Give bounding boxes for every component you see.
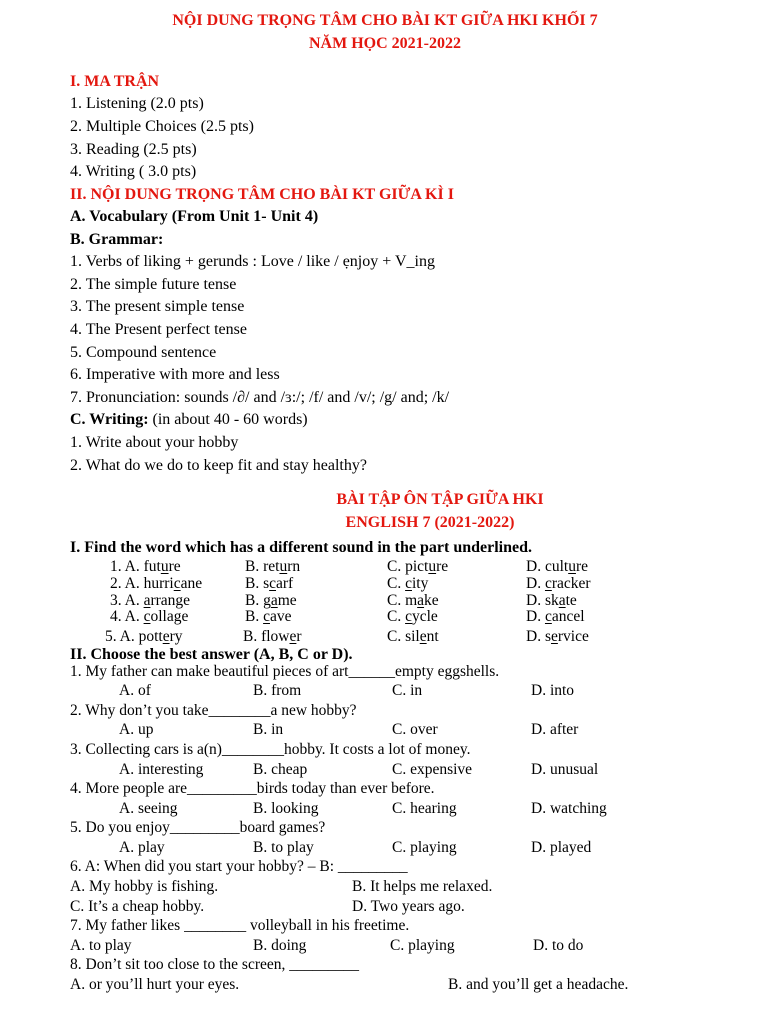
option: D. culture [526, 558, 588, 575]
question-3: 3. Collecting cars is a(n)________hobby. It costs a lot of money. [70, 741, 471, 758]
option: A. play [119, 839, 165, 856]
option: B. cheap [253, 761, 308, 778]
option: C. city [387, 575, 429, 592]
option: B. doing [253, 937, 307, 954]
option: B. looking [253, 800, 319, 817]
grammar-item: 6. Imperative with more and less [70, 366, 280, 383]
question-7: 7. My father likes ________ volleyball in his freetime. [70, 917, 410, 934]
option: 5. A. pottery [105, 628, 183, 645]
matrix-item: 3. Reading (2.5 pts) [70, 141, 197, 158]
option: D. played [531, 839, 592, 856]
option: D. into [531, 682, 575, 699]
option: A. up [119, 721, 154, 738]
option: D. after [531, 721, 579, 738]
option: D. to do [533, 937, 584, 954]
option: A. seeing [119, 800, 178, 817]
exercise-title: BÀI TẬP ÔN TẬP GIỮA HKI [336, 491, 544, 508]
question-5: 5. Do you enjoy_________board games? [70, 819, 326, 836]
grammar-label: B. Grammar: [70, 231, 164, 248]
writing-line [70, 411, 308, 429]
option: A. to play [70, 937, 132, 954]
option: D. watching [531, 800, 607, 817]
option: D. cracker [526, 575, 591, 592]
exercise-subtitle: ENGLISH 7 (2021-2022) [345, 514, 515, 531]
option: B. flower [243, 628, 302, 645]
option: D. Two years ago. [352, 898, 465, 915]
grammar-item: 1. Verbs of liking + gerunds : Love / like / ẹnjoy + V_ing [70, 253, 435, 270]
option: C. in [392, 682, 423, 699]
option: C. cycle [387, 608, 438, 625]
writing-note: (in about 40 - 60 words) [148, 411, 308, 428]
option: B. game [245, 592, 297, 609]
option: A. of [119, 682, 151, 699]
matrix-item: 4. Writing ( 3.0 pts) [70, 163, 197, 180]
option: C. It’s a cheap hobby. [70, 898, 205, 915]
option: D. cancel [526, 608, 585, 625]
option: A. or you’ll hurt your eyes. [70, 976, 240, 993]
grammar-item: 5. Compound sentence [70, 344, 217, 361]
matrix-item: 2. Multiple Choices (2.5 pts) [70, 118, 254, 135]
option: B. return [245, 558, 301, 575]
option: C. playing [390, 937, 455, 954]
option: A. interesting [119, 761, 204, 778]
option: D. unusual [531, 761, 599, 778]
grammar-item: 2. The simple future tense [70, 276, 237, 293]
option: 3. A. arrange [110, 592, 191, 609]
option: B. cave [245, 608, 292, 625]
option: C. expensive [392, 761, 473, 778]
grammar-item: 7. Pronunciation: sounds /∂/ and /ɜ:/; /f/ and /v/; /g/ and; /k/ [70, 389, 450, 406]
writing-label: C. Writing: [70, 411, 149, 428]
writing-item: 1. Write about your hobby [70, 434, 239, 451]
option: B. scarf [245, 575, 294, 592]
vocabulary-label: A. Vocabulary (From Unit 1- Unit 4) [70, 208, 319, 225]
school-year: NĂM HỌC 2021-2022 [309, 35, 461, 52]
question-2: 2. Why don’t you take________a new hobby? [70, 702, 357, 719]
option: B. in [253, 721, 284, 738]
option: C. silent [387, 628, 439, 645]
option: 1. A. future [110, 558, 181, 575]
option: D. service [526, 628, 589, 645]
option: C. hearing [392, 800, 457, 817]
option: C. make [387, 592, 439, 609]
option: C. over [392, 721, 438, 738]
option: A. My hobby is fishing. [70, 878, 219, 895]
option: D. skate [526, 592, 577, 609]
option: B. and you’ll get a headache. [448, 976, 629, 993]
part1-heading: I. Find the word which has a different sound in the part underlined. [70, 539, 532, 556]
option: B. It helps me relaxed. [352, 878, 493, 895]
option: B. from [253, 682, 302, 699]
writing-item: 2. What do we do to keep fit and stay healthy? [70, 457, 367, 474]
option: B. to play [253, 839, 314, 856]
section1-heading: I. MA TRẬN [70, 73, 160, 90]
option: C. playing [392, 839, 457, 856]
question-6: 6. A: When did you start your hobby? – B: _________ [70, 858, 408, 875]
question-8: 8. Don’t sit too close to the screen, _________ [70, 956, 360, 973]
option: C. picture [387, 558, 449, 575]
question-1: 1. My father can make beautiful pieces of art______empty eggshells. [70, 663, 500, 680]
part2-heading: II. Choose the best answer (A, B, C or D). [70, 646, 353, 663]
matrix-item: 1. Listening (2.0 pts) [70, 95, 204, 112]
option: 4. A. collage [110, 608, 189, 625]
option: 2. A. hurricane [110, 575, 203, 592]
section2-heading: II. NỘI DUNG TRỌNG TÂM CHO BÀI KT GIỮA KÌ I [70, 186, 454, 203]
question-4: 4. More people are_________birds today than ever before. [70, 780, 435, 797]
page-title: NỘI DUNG TRỌNG TÂM CHO BÀI KT GIỮA HKI KHỐI 7 [172, 12, 598, 29]
grammar-item: 3. The present simple tense [70, 298, 245, 315]
grammar-item: 4. The Present perfect tense [70, 321, 247, 338]
